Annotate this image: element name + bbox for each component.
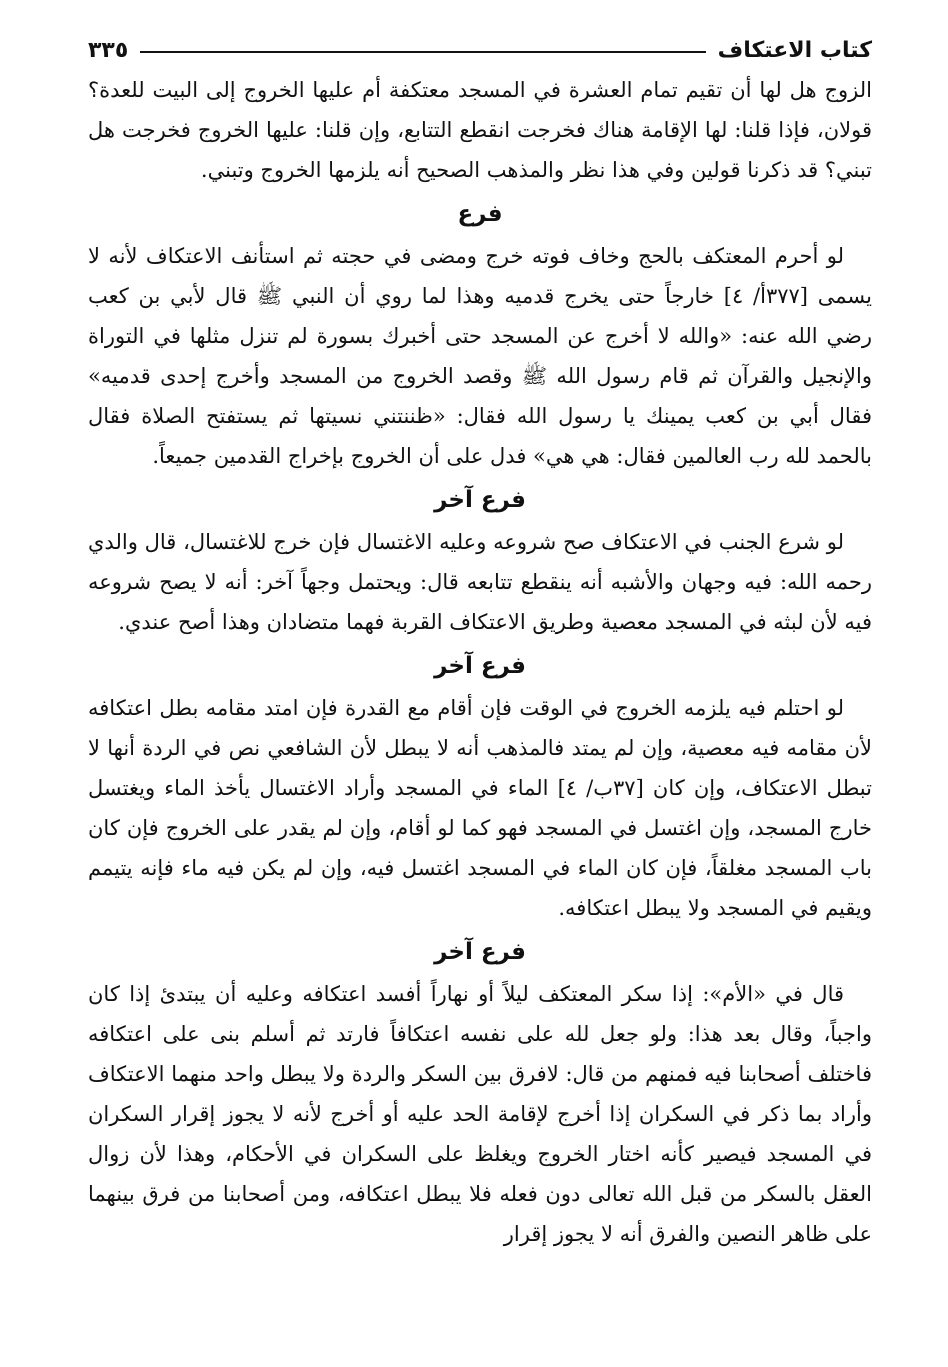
section-paragraph-3: لو احتلم فيه يلزمه الخروج في الوقت فإن أقام مع القدرة فإن امتد مقامه بطل اعتكافه لأن مقامه فيه معصية، وإن لم يمتد فالمذهب أنه لا يبطل لأن الشافعي نص في الردة أنها لا تبطل الاعتكاف، وإن كان [٣٧ب/ ٤] الماء في المسجد وأراد الاغتسال يأخذ الماء ويغتسل خارج المسجد، وإن اغتسل في المسجد فهو كما لو أقام، وإن لم يقدر على الخروج فإن كان باب المسجد مغلقاً، فإن كان الماء في المسجد اغتسل فيه، وإن لم يكن فيه ماء فإنه يتيمم ويقيم في المسجد ولا يبطل اعتكافه.: [88, 696, 872, 920]
section-heading-1: فرع: [457, 201, 503, 227]
header-rule: [140, 51, 705, 53]
intro-paragraph: الزوج هل لها أن تقيم تمام العشرة في المسجد معتكفة أم عليها الخروج إلى البيت للعدة؟ قولان، فإذا قلنا: لها الإقامة هناك فخرجت انقطع التتابع، وإن قلنا: عليها الخروج فخرجت هل تبني؟ قد ذكرنا قولين وفي هذا نظر والمذهب الصحيح أنه يلزمها الخروج وتبني.: [88, 78, 872, 182]
running-header: [88, 30, 872, 70]
section-paragraph-4: قال في «الأم»: إذا سكر المعتكف ليلاً أو نهاراً أفسد اعتكافه وعليه أن يبتدئ إذا كان واجباً، وقال بعد هذا: ولو جعل لله على نفسه اعتكافاً فارتد ثم أسلم بنى على اعتكافه فاختلف أصحابنا فيه فمنهم من قال: لافرق بين السكر والردة ولا يبطل واحد منهما الاعتكاف وأراد بما ذكر في السكران إذا أخرج لإقامة الحد عليه أو أخرج لأنه لا يجوز إقرار السكران في المسجد فيصير كأنه اختار الخروج ويغلظ على السكران في الأحكام، وهذا لأن زوال العقل بالسكر من قبل الله تعالى دون فعله فلا يبطل اعتكافه، ومن أصحابنا من فرق بينهما على ظاهر النصين والفرق أنه لا يجوز إقرار: [88, 982, 872, 1246]
section-paragraph-2: لو شرع الجنب في الاعتكاف صح شروعه وعليه الاغتسال فإن خرج للاغتسال، قال والدي رحمه الله: فيه وجهان والأشبه أنه ينقطع تتابعه قال: ويحتمل وجهاً آخر: أنه لا يصح شروعه فيه لأن لبثه في المسجد معصية وطريق الاعتكاف القربة فهما متضادان وهذا أصح عندي.: [88, 530, 872, 634]
section-heading-2: فرع آخر: [434, 487, 526, 513]
chapter-title: كتاب الاعتكاف: [717, 37, 872, 63]
section-heading-4: فرع آخر: [434, 939, 526, 965]
section-paragraph-1: لو أحرم المعتكف بالحج وخاف فوته خرج ومضى في حجته ثم استأنف الاعتكاف لأنه لا يسمى [٣٧٧أ/ ٤] خارجاً حتى يخرج قدميه وهذا لما روي أن النبي ﷺ قال لأبي بن كعب رضي الله عنه: «والله لا أخرج عن المسجد حتى أخبرك بسورة لم تنزل مثلها في التوراة والإنجيل والقرآن ثم قام رسول الله ﷺ وقصد الخروج من المسجد وأخرج إحدى قدميه» فقال أبي بن كعب يمينك يا رسول الله فقال: «ظننتني نسيتها ثم يستفتح الصلاة فقال بالحمد لله رب العالمين فقال: هي هي» فدل على أن الخروج بإخراج القدمين جميعاً.: [88, 244, 872, 468]
document-page: [88, 30, 872, 1254]
section-heading-3: فرع آخر: [434, 653, 526, 679]
page-number: ٣٣٥: [88, 37, 129, 63]
